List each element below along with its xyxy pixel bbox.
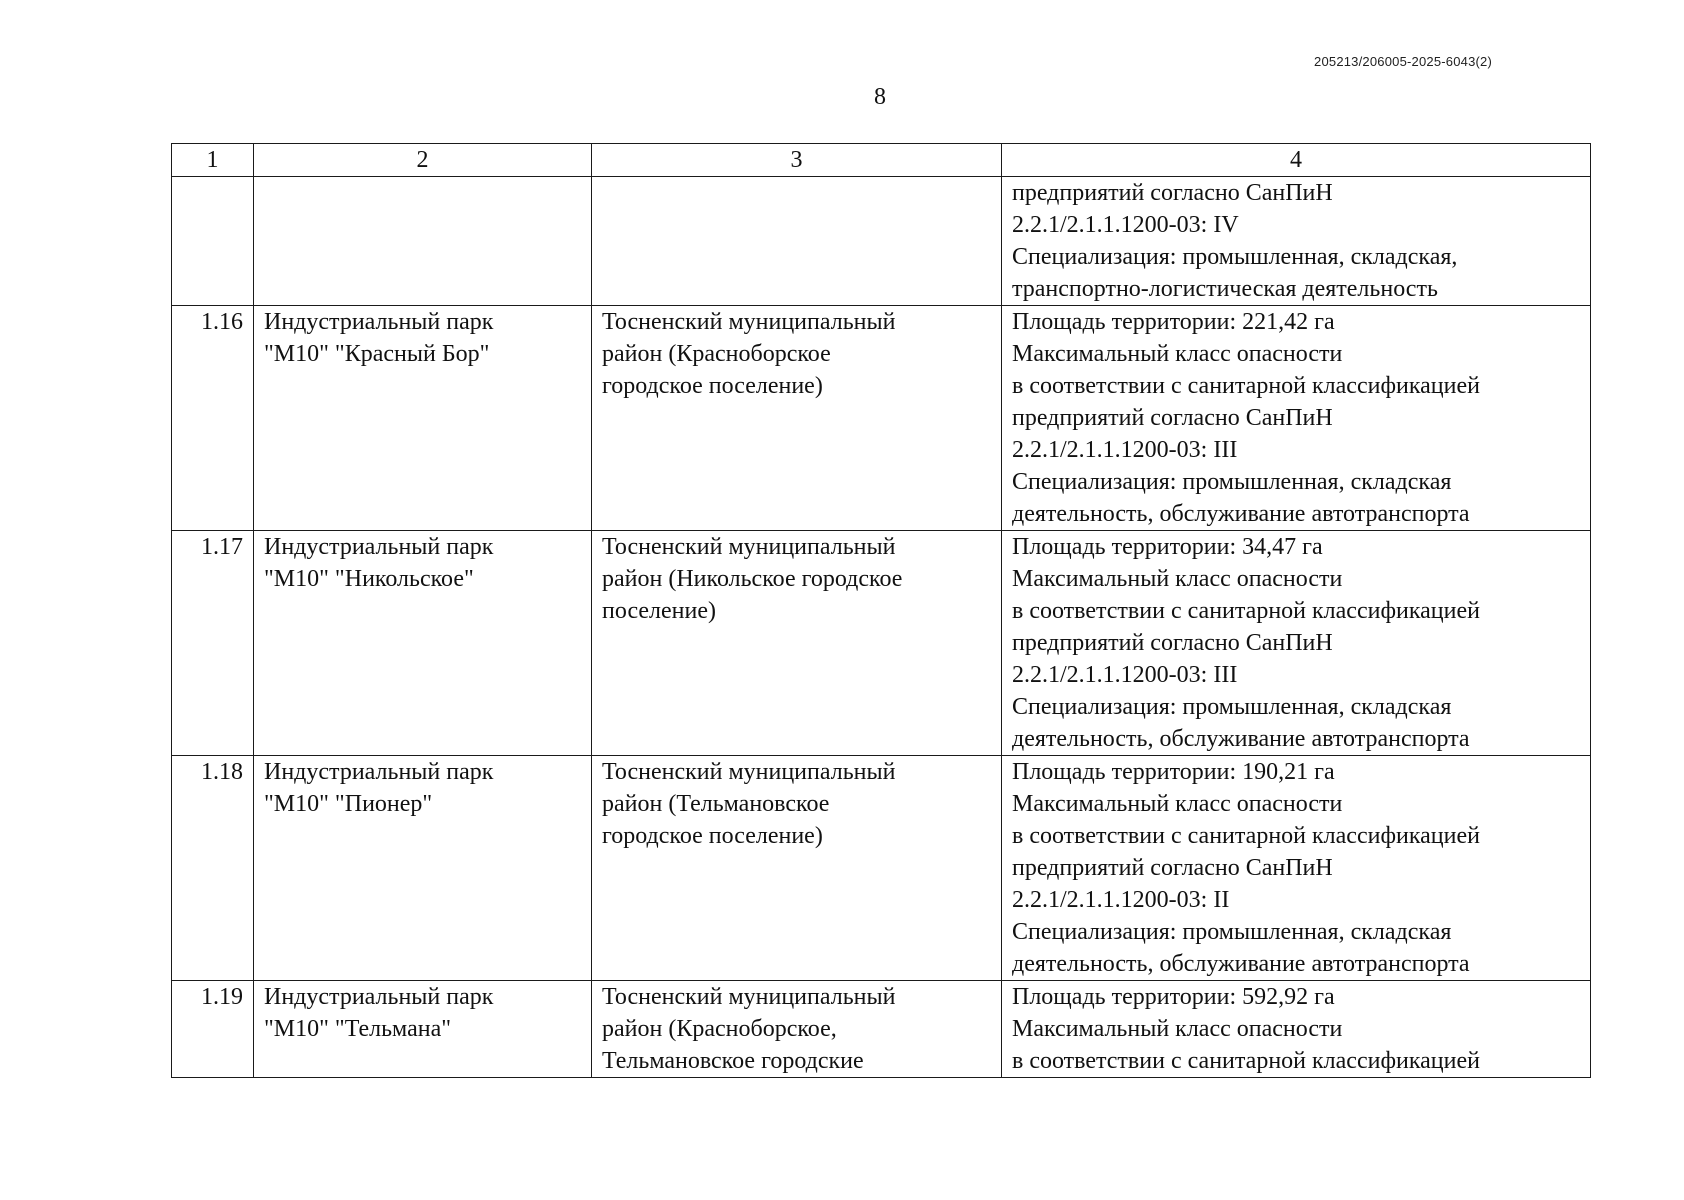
- location-line: Тосненский муниципальный: [602, 759, 896, 785]
- details-line: Специализация: промышленная, складская: [1012, 694, 1452, 720]
- location-line: городское поселение): [602, 823, 823, 849]
- name-line: Индустриальный парк: [264, 534, 494, 560]
- details-line: в соответствии с санитарной классификацией: [1012, 1048, 1480, 1074]
- column-number: 2: [254, 144, 592, 177]
- details-line: в соответствии с санитарной классификацией: [1012, 823, 1480, 849]
- details-line: деятельность, обслуживание автотранспорта: [1012, 951, 1470, 977]
- cell-details: [1002, 531, 1591, 756]
- location-line: район (Красноборское,: [602, 1016, 837, 1042]
- details-line: предприятий согласно СанПиН: [1012, 630, 1333, 656]
- details-line: предприятий согласно СанПиН: [1012, 405, 1333, 431]
- table-row: [172, 756, 1591, 981]
- location-line: городское поселение): [602, 373, 823, 399]
- cell-location: [592, 306, 1002, 531]
- cell-name: [254, 306, 592, 531]
- location-line: район (Тельмановское: [602, 791, 830, 817]
- cell-num: [172, 177, 254, 306]
- cell-location: [592, 177, 1002, 306]
- cell-name: [254, 756, 592, 981]
- name-line: "М10" "Никольское": [264, 566, 474, 592]
- column-number-row: [172, 144, 1591, 177]
- cell-details: [1002, 177, 1591, 306]
- details-line: 2.2.1/2.1.1.1200-03: III: [1012, 437, 1238, 463]
- page-number: 8: [874, 84, 886, 110]
- cell-num: 1.18: [172, 756, 254, 981]
- location-line: Тельмановское городские: [602, 1048, 864, 1074]
- name-line: Индустриальный парк: [264, 309, 494, 335]
- details-line: Площадь территории: 190,21 га: [1012, 759, 1335, 785]
- cell-name: [254, 981, 592, 1078]
- cell-num: 1.19: [172, 981, 254, 1078]
- details-line: деятельность, обслуживание автотранспорта: [1012, 501, 1470, 527]
- cell-num: 1.17: [172, 531, 254, 756]
- details-line: в соответствии с санитарной классификацией: [1012, 373, 1480, 399]
- details-line: Площадь территории: 221,42 га: [1012, 309, 1335, 335]
- details-line: 2.2.1/2.1.1.1200-03: IV: [1012, 212, 1239, 238]
- details-line: транспортно-логистическая деятельность: [1012, 276, 1438, 302]
- location-line: Тосненский муниципальный: [602, 534, 896, 560]
- table-row: [172, 306, 1591, 531]
- table-row: [172, 981, 1591, 1078]
- column-number: 4: [1002, 144, 1591, 177]
- details-line: деятельность, обслуживание автотранспорта: [1012, 726, 1470, 752]
- details-line: Площадь территории: 34,47 га: [1012, 534, 1323, 560]
- details-line: Специализация: промышленная, складская: [1012, 469, 1452, 495]
- name-line: Индустриальный парк: [264, 759, 494, 785]
- column-number: 3: [592, 144, 1002, 177]
- name-line: "М10" "Тельмана": [264, 1016, 452, 1042]
- cell-location: [592, 531, 1002, 756]
- details-line: Специализация: промышленная, складская,: [1012, 244, 1458, 270]
- cell-num: 1.16: [172, 306, 254, 531]
- details-line: предприятий согласно СанПиН: [1012, 855, 1333, 881]
- location-line: поселение): [602, 598, 716, 624]
- details-line: Специализация: промышленная, складская: [1012, 919, 1452, 945]
- cell-details: [1002, 306, 1591, 531]
- details-line: в соответствии с санитарной классификацией: [1012, 598, 1480, 624]
- name-line: "М10" "Пионер": [264, 791, 433, 817]
- cell-details: [1002, 981, 1591, 1078]
- name-line: "М10" "Красный Бор": [264, 341, 490, 367]
- cell-details: [1002, 756, 1591, 981]
- cell-location: [592, 756, 1002, 981]
- cell-name: [254, 177, 592, 306]
- location-line: Тосненский муниципальный: [602, 984, 896, 1010]
- location-line: район (Красноборское: [602, 341, 831, 367]
- details-line: 2.2.1/2.1.1.1200-03: II: [1012, 887, 1230, 913]
- details-line: предприятий согласно СанПиН: [1012, 180, 1333, 206]
- document-id: 205213/206005-2025-6043(2): [1314, 54, 1492, 69]
- details-line: Максимальный класс опасности: [1012, 341, 1343, 367]
- location-line: Тосненский муниципальный: [602, 309, 896, 335]
- details-line: 2.2.1/2.1.1.1200-03: III: [1012, 662, 1238, 688]
- table-row-continuation: [172, 177, 1591, 306]
- details-line: Максимальный класс опасности: [1012, 1016, 1343, 1042]
- table-row: [172, 531, 1591, 756]
- column-number: 1: [172, 144, 254, 177]
- industrial-parks-table: [171, 143, 1591, 1078]
- details-line: Максимальный класс опасности: [1012, 791, 1343, 817]
- details-line: Максимальный класс опасности: [1012, 566, 1343, 592]
- cell-name: [254, 531, 592, 756]
- details-line: Площадь территории: 592,92 га: [1012, 984, 1335, 1010]
- name-line: Индустриальный парк: [264, 984, 494, 1010]
- location-line: район (Никольское городское: [602, 566, 903, 592]
- cell-location: [592, 981, 1002, 1078]
